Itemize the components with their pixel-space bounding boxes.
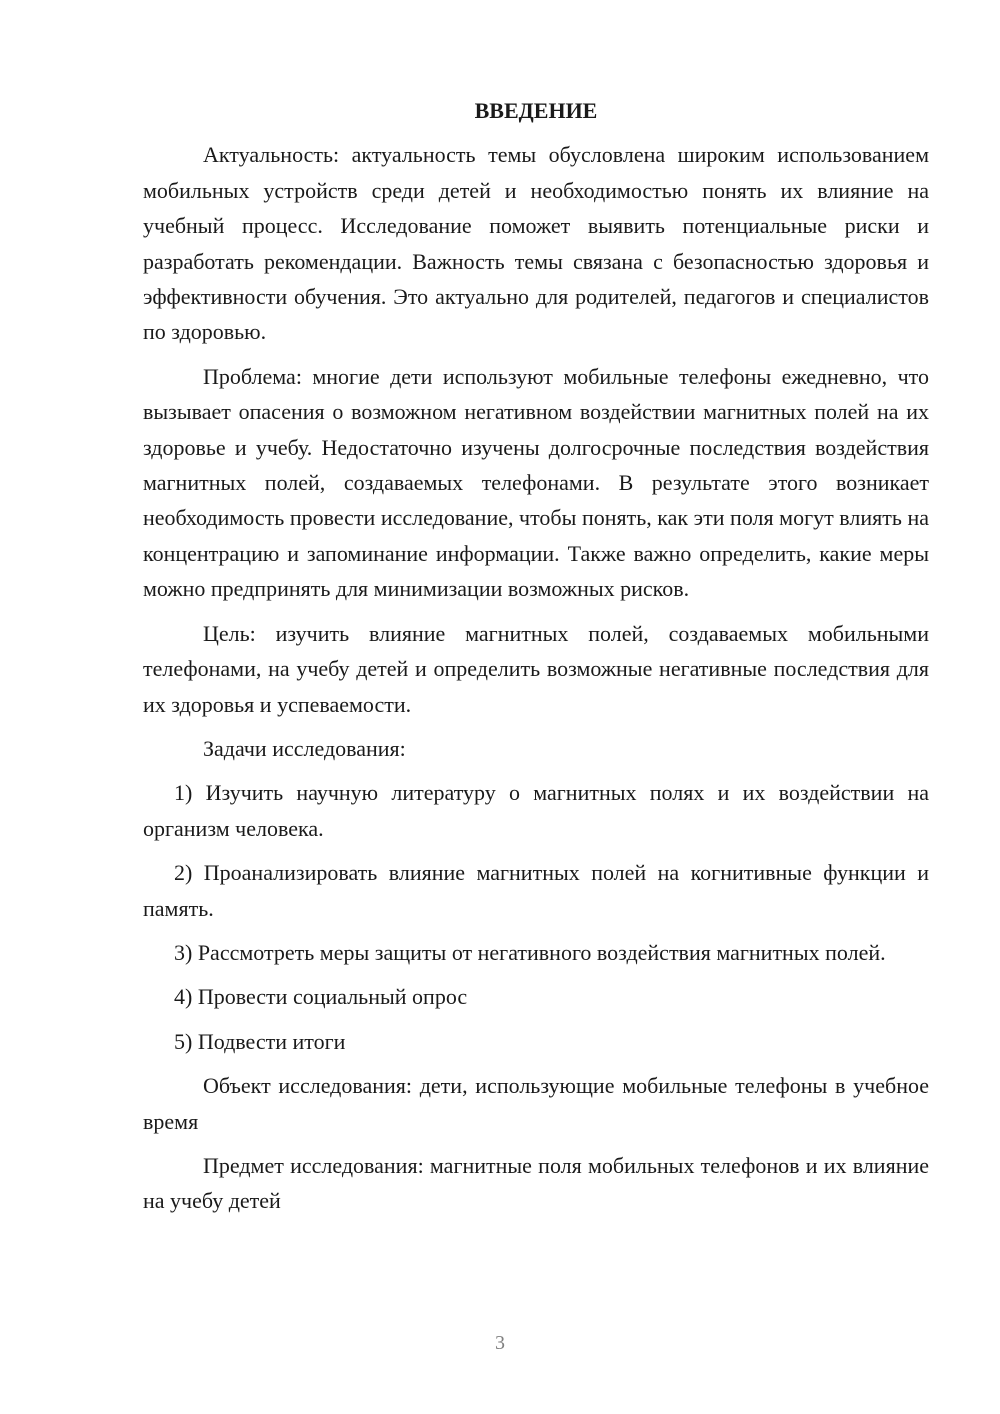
task-item-3: 3) Рассмотреть меры защиты от негативного воздействия магнитных полей. [174,939,886,965]
task-item-5: 5) Подвести итоги [174,1028,346,1054]
paragraph-problem: Проблема: многие дети используют мобильные телефоны ежедневно, что вызывает опасения о возможном негативном воздействии магнитных полей на их здоровье и учебу. Недостаточно изучены долгосрочные последствия воздействия магнитных полей, создаваемых телефонами. В результате этого возникает необходимость провести исследование, чтобы понять, как эти поля могут влиять на концентрацию и запоминание информации. Также важно определить, какие меры можно предпринять для минимизации возможных рисков. [143,363,929,602]
paragraph-relevance: Актуальность: актуальность темы обусловлена широким использованием мобильных устройств среди детей и необходимостью понять их влияние на учебный процесс. Исследование поможет выявить потенциальные риски и разработать рекомендации. Важность темы связана с безопасностью здоровья и эффективности обучения. Это актуально для родителей, педагогов и специалистов по здоровью. [143,142,929,345]
task-item-4: 4) Провести социальный опрос [174,984,468,1010]
page-number: 3 [495,1332,505,1354]
paragraph-goal: Цель: изучить влияние магнитных полей, создаваемых мобильными телефонами, на учебу детей и определить возможные негативные последствия для их здоровья и успеваемости. [143,620,929,717]
task-item-2: 2) Проанализировать влияние магнитных полей на когнитивные функции и память. [143,860,929,921]
task-item-1: 1) Изучить научную литературу о магнитных полях и их воздействии на организм человека. [143,780,929,841]
section-title: ВВЕДЕНИЕ [474,98,598,123]
paragraph-object: Объект исследования: дети, использующие мобильные телефоны в учебное время [143,1073,929,1134]
page-content [143,93,929,1228]
tasks-heading: Задачи исследования: [203,735,406,761]
paragraph-subject: Предмет исследования: магнитные поля мобильных телефонов и их влияние на учебу детей [143,1152,929,1214]
